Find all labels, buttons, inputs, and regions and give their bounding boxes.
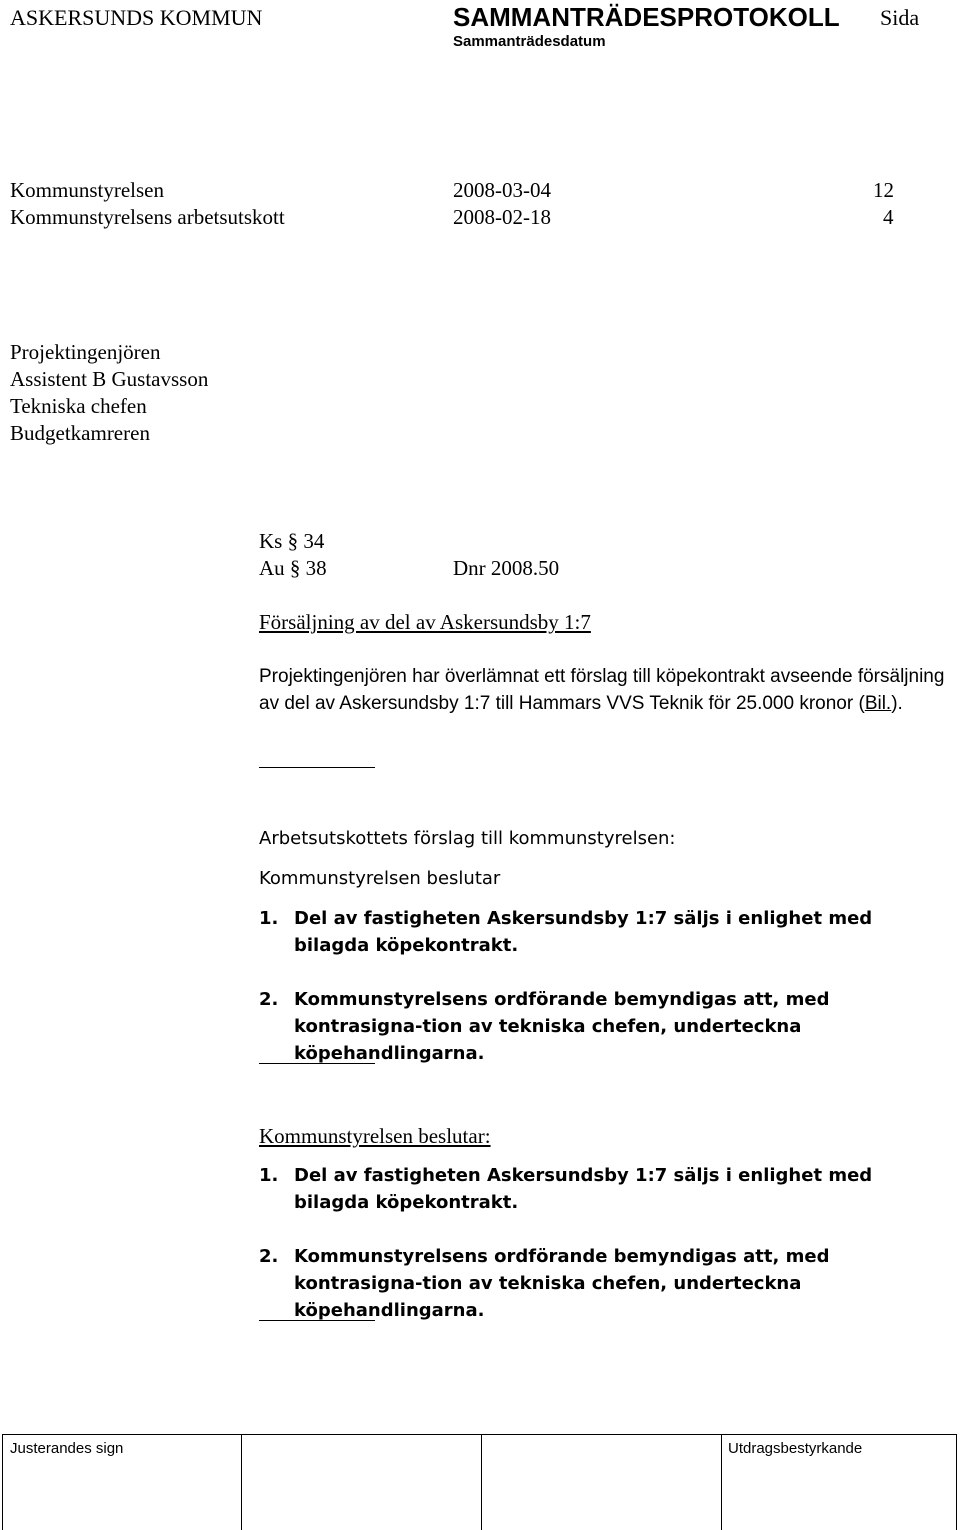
proposal-item <box>259 905 949 959</box>
description-text: Projektingenjören har överlämnat ett förslag till köpekontrakt avseende försäljning av del av Askersundsby 1:7 till Hammars VVS Teknik för 25.000 kronor ( <box>259 666 945 714</box>
ks-label: Ks <box>259 529 283 553</box>
extract-label: Utdragsbestyrkande <box>728 1440 863 1457</box>
description-paragraph <box>259 663 949 717</box>
meeting-body: Kommunstyrelsens arbetsutskott <box>10 205 285 229</box>
meeting-body: Kommunstyrelsen <box>10 178 164 202</box>
meeting-page: 12 <box>873 178 894 202</box>
ks-number: 34 <box>303 529 325 553</box>
proposal-heading: Arbetsutskottets förslag till kommunstyrelsen: <box>259 828 676 849</box>
meeting-page: 4 <box>883 205 894 229</box>
sign-cell[interactable] <box>481 1435 722 1530</box>
proposal-item <box>259 986 949 1067</box>
sign-cell[interactable] <box>3 1435 242 1530</box>
section-symbol: § <box>289 556 301 580</box>
document-title: SAMMANTRÄDESPROTOKOLL <box>453 2 840 32</box>
item-number: 1. <box>259 908 279 929</box>
decision-item <box>259 1162 949 1216</box>
ks-reference <box>259 528 324 555</box>
decision-item <box>259 1243 949 1324</box>
separator-line <box>259 1063 375 1064</box>
au-label: Au <box>259 556 285 580</box>
item-number: 1. <box>259 1165 279 1186</box>
item-number: 2. <box>259 1246 279 1267</box>
dnr-reference: Dnr 2008.50 <box>453 556 560 580</box>
item-number: 2. <box>259 989 279 1010</box>
attachment-link[interactable]: Bil. <box>864 693 892 714</box>
separator-line <box>259 1320 375 1321</box>
distribution-item: Projektingenjören <box>10 340 161 364</box>
au-reference <box>259 555 327 582</box>
distribution-item: Assistent B Gustavsson <box>10 367 209 391</box>
signature-table <box>2 1434 957 1530</box>
section-symbol: § <box>287 529 299 553</box>
item-text: Kommunstyrelsens ordförande bemyndigas att, med kontrasigna-tion av tekniska chefen, underteckna köpehandlingarna. <box>294 989 830 1064</box>
municipality-name: ASKERSUNDS KOMMUN <box>10 5 263 30</box>
description-end: ). <box>891 693 903 714</box>
item-text: Del av fastigheten Askersundsby 1:7 säljs i enlighet med bilagda köpekontrakt. <box>294 908 873 956</box>
meeting-date: 2008-02-18 <box>453 205 551 229</box>
meeting-date-label: Sammanträdesdatum <box>453 33 606 50</box>
meeting-date: 2008-03-04 <box>453 178 551 202</box>
separator-line <box>259 767 375 768</box>
proposal-subheading: Kommunstyrelsen beslutar <box>259 868 501 889</box>
distribution-item: Tekniska chefen <box>10 394 147 418</box>
subject-heading: Försäljning av del av Askersundsby 1:7 <box>259 610 591 634</box>
decision-heading: Kommunstyrelsen beslutar: <box>259 1124 491 1148</box>
sign-label: Justerandes sign <box>10 1440 124 1457</box>
sign-cell[interactable] <box>241 1435 482 1530</box>
distribution-item: Budgetkamreren <box>10 421 150 445</box>
extract-cell[interactable] <box>721 1435 956 1530</box>
item-text: Del av fastigheten Askersundsby 1:7 säljs i enlighet med bilagda köpekontrakt. <box>294 1165 873 1213</box>
page-label: Sida <box>880 5 920 30</box>
item-text: Kommunstyrelsens ordförande bemyndigas att, med kontrasigna-tion av tekniska chefen, underteckna köpehandlingarna. <box>294 1246 830 1321</box>
au-number: 38 <box>305 556 327 580</box>
